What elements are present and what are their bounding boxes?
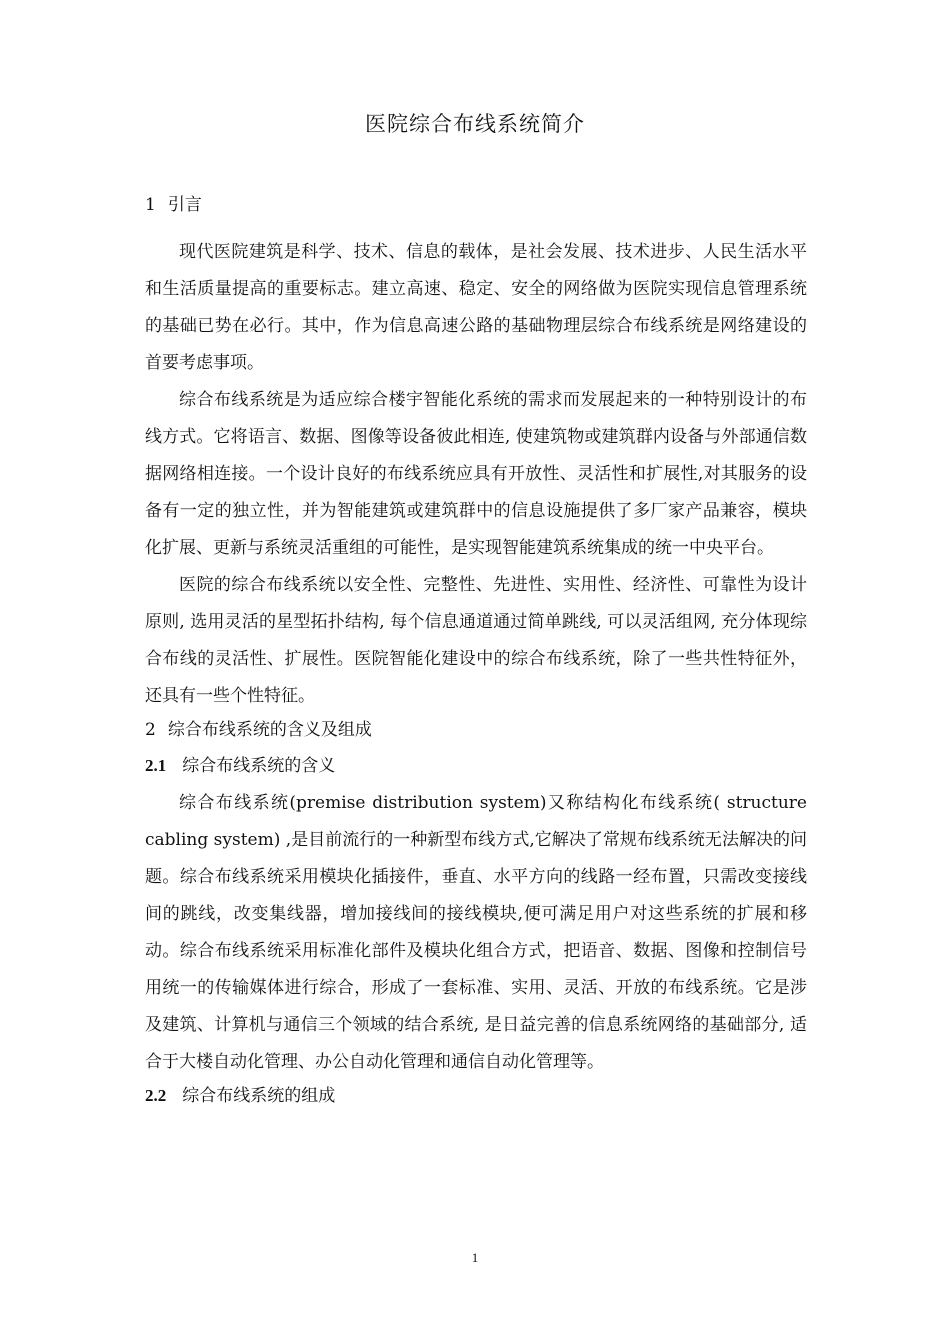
subsection-title: 综合布线系统的组成 <box>182 1086 336 1106</box>
page-number: 1 <box>471 1250 479 1265</box>
section-number: 1 <box>145 195 156 215</box>
paragraph: 综合布线系统是为适应综合楼宇智能化系统的需求而发展起来的一种特别设计的布线方式。它将语言、数据、图像等设备彼此相连, 使建筑物或建筑群内设备与外部通信数据网络相连接。一个设计良好的布线系统应具有开放性、灵活性和扩展性,对其服务的设备有一定的独立性，并为智能建筑或建筑群中的信息设施提供了多厂家产品兼容，模块化扩展、更新与系统灵活重组的可能性，是实现智能建筑系统集成的统一中央平台。 <box>145 390 807 558</box>
subsection-number: 2.1 <box>145 756 167 775</box>
subsection-title: 综合布线系统的含义 <box>182 756 336 776</box>
paragraph: 现代医院建筑是科学、技术、信息的载体，是社会发展、技术进步、人民生活水平和生活质量提高的重要标志。建立高速、稳定、安全的网络做为医院实现信息管理系统的基础已势在必行。其中，作为信息高速公路的基础物理层综合布线系统是网络建设的首要考虑事项。 <box>145 242 807 373</box>
section-heading-2 <box>145 715 807 745</box>
document-title: 医院综合布线系统简介 <box>365 112 585 136</box>
section-number: 2 <box>145 720 156 740</box>
section-title: 引言 <box>167 195 202 215</box>
subsection-number: 2.2 <box>145 1086 167 1105</box>
section-heading-1 <box>145 190 807 220</box>
subsection-heading-2-2 <box>145 1081 807 1111</box>
paragraph: 综合布线系统(premise distribution system)又称结构化布线系统( structure cabling system) ,是目前流行的一种新型布线方式,它解决了常规布线系统无法解决的问题。综合布线系统采用模块化插接件，垂直、水平方向的线路一经布置，只需改变接线间的跳线，改变集线器，增加接线间的接线模块,便可满足用户对这些系统的扩展和移动。综合布线系统采用标准化部件及模块化组合方式，把语音、数据、图像和控制信号用统一的传输媒体进行综合，形成了一套标准、实用、灵活、开放的布线系统。它是涉及建筑、计算机与通信三个领域的结合系统, 是日益完善的信息系统网络的基础部分, 适合于大楼自动化管理、办公自动化管理和通信自动化管理等。 <box>145 793 807 1072</box>
section-title: 综合布线系统的含义及组成 <box>167 720 372 740</box>
subsection-heading-2-1 <box>145 751 807 781</box>
document-body <box>145 190 807 1111</box>
paragraph: 医院的综合布线系统以安全性、完整性、先进性、实用性、经济性、可靠性为设计原则, 选用灵活的星型拓扑结构, 每个信息通道通过简单跳线, 可以灵活组网, 充分体现综合布线的灵活性、扩展性。医院智能化建设中的综合布线系统，除了一些共性特征外，还具有一些个性特征。 <box>145 575 807 706</box>
